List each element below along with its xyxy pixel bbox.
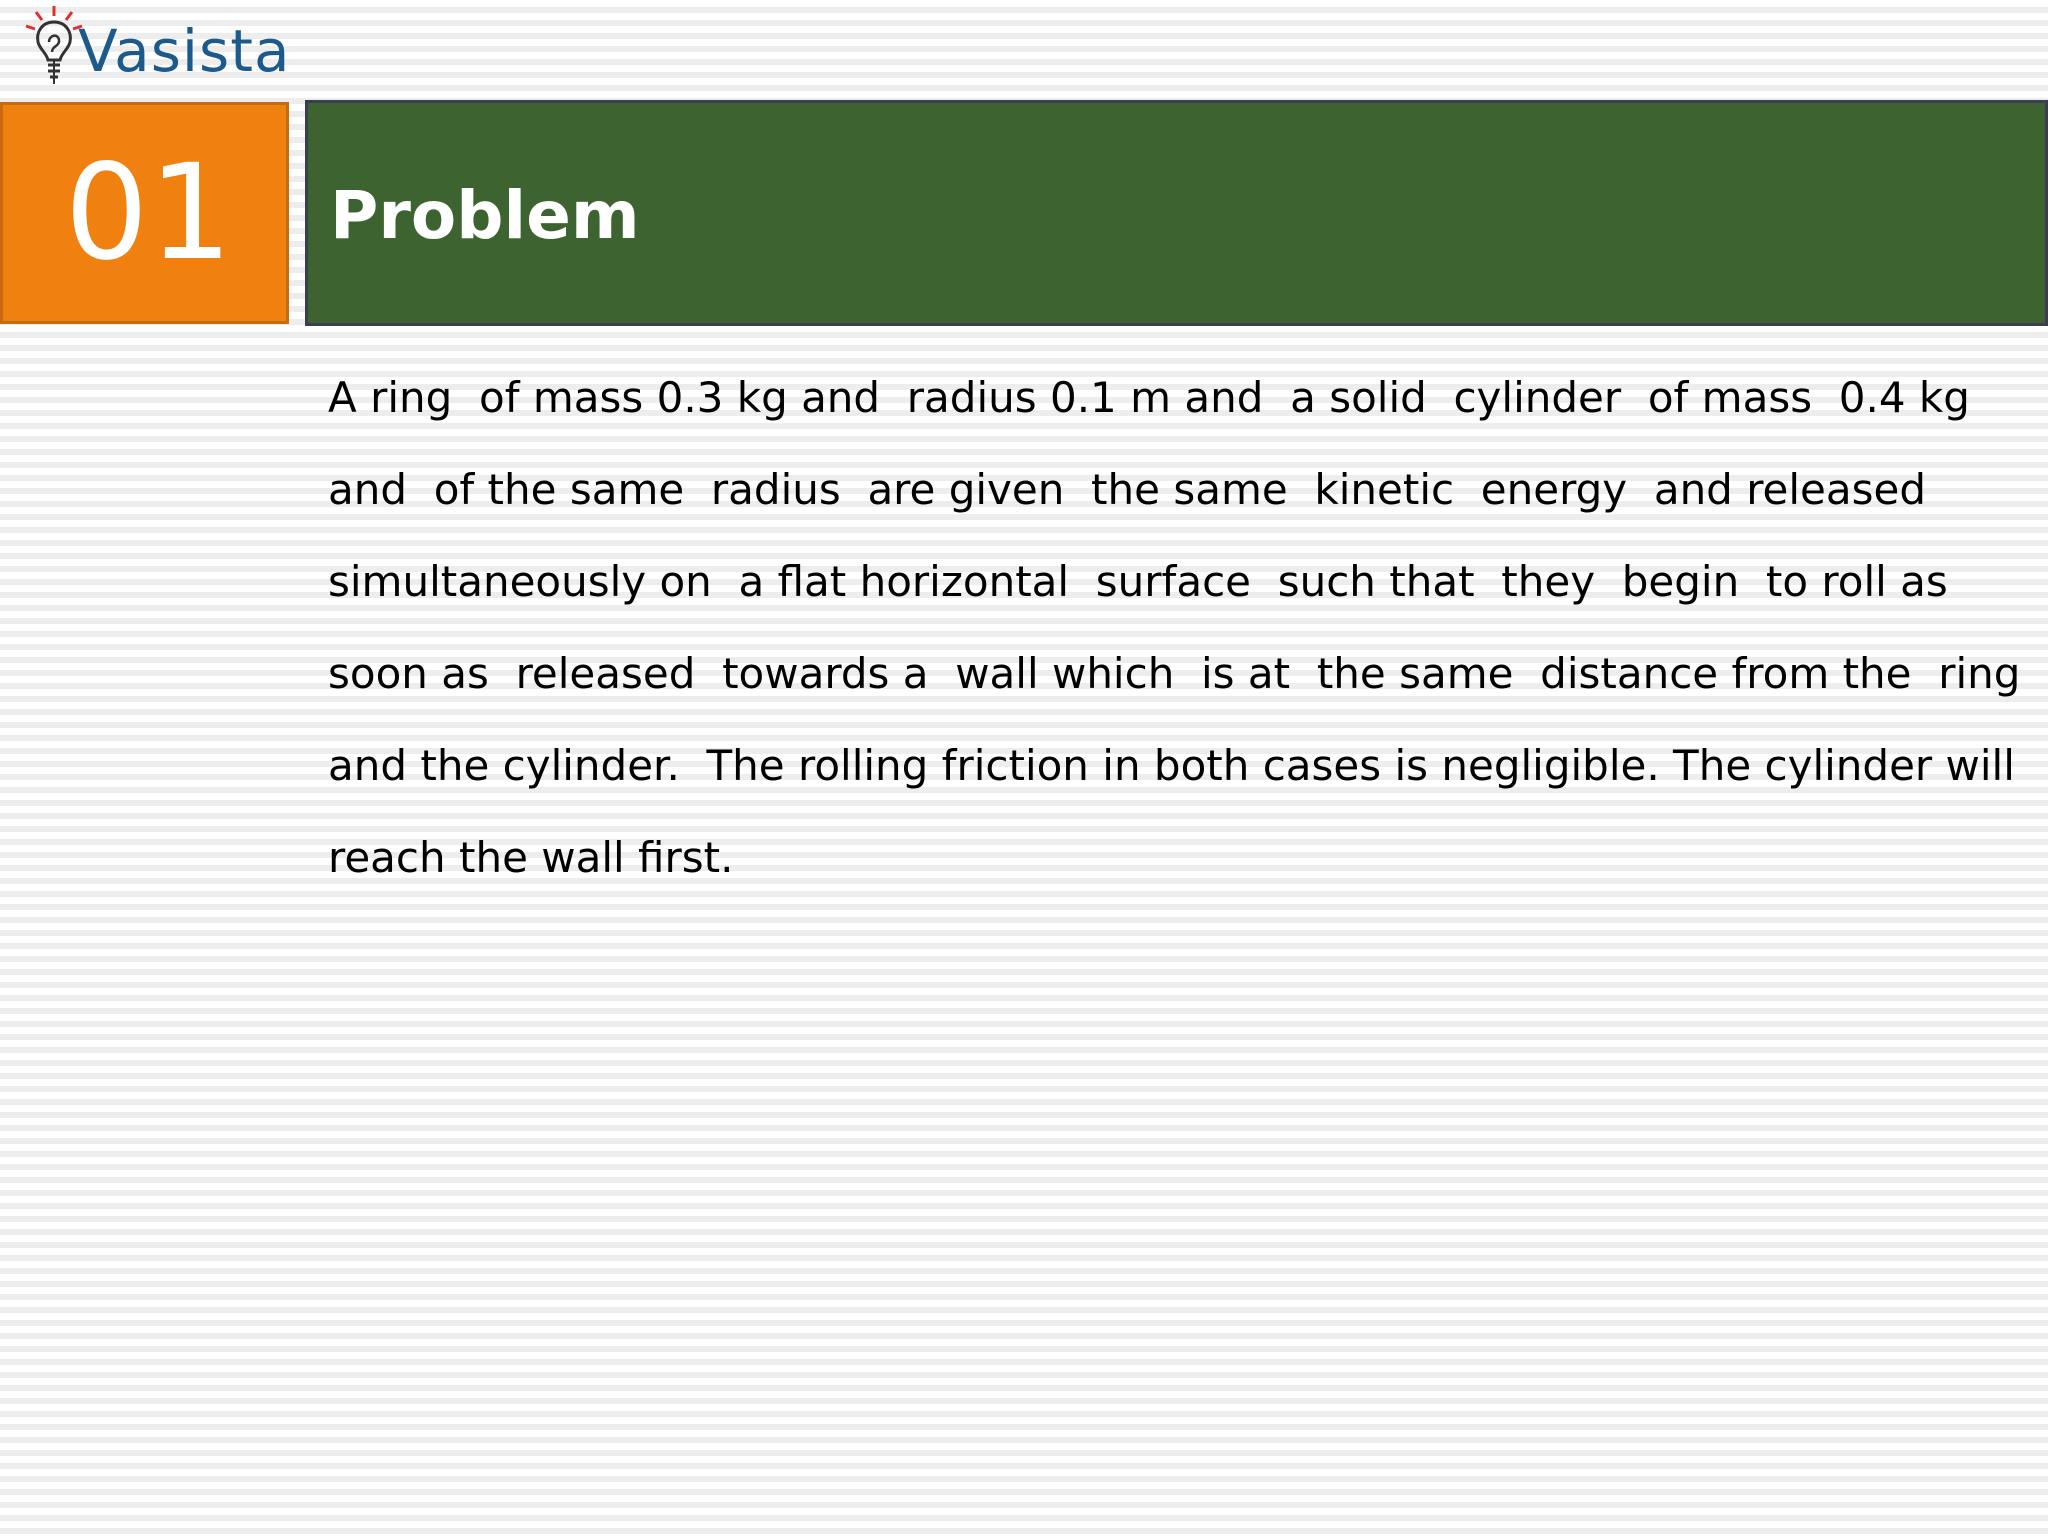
text-line: soon as released towards a wall which is at the same distance from the ring xyxy=(328,649,2021,698)
text-line: simultaneously on a flat horizontal surface such that they begin to roll as xyxy=(328,557,1948,606)
slide-title: Problem xyxy=(330,176,640,254)
text-line: A ring of mass 0.3 kg and radius 0.1 m and a solid cylinder of mass 0.4 kg xyxy=(328,373,1970,422)
slide-number-box xyxy=(0,102,289,324)
text-line: reach the wall first. xyxy=(328,833,734,882)
text-line: and the cylinder. The rolling friction in both cases is negligible. The cylinder will xyxy=(328,741,2015,790)
slide-number: 01 xyxy=(64,136,233,290)
title-bar xyxy=(305,100,2048,326)
vasista-logo xyxy=(22,2,291,94)
problem-text xyxy=(328,352,2021,904)
lightbulb-icon xyxy=(22,2,86,94)
logo-wordmark: Vasista xyxy=(78,17,291,85)
text-line: and of the same radius are given the same kinetic energy and released xyxy=(328,465,1927,514)
